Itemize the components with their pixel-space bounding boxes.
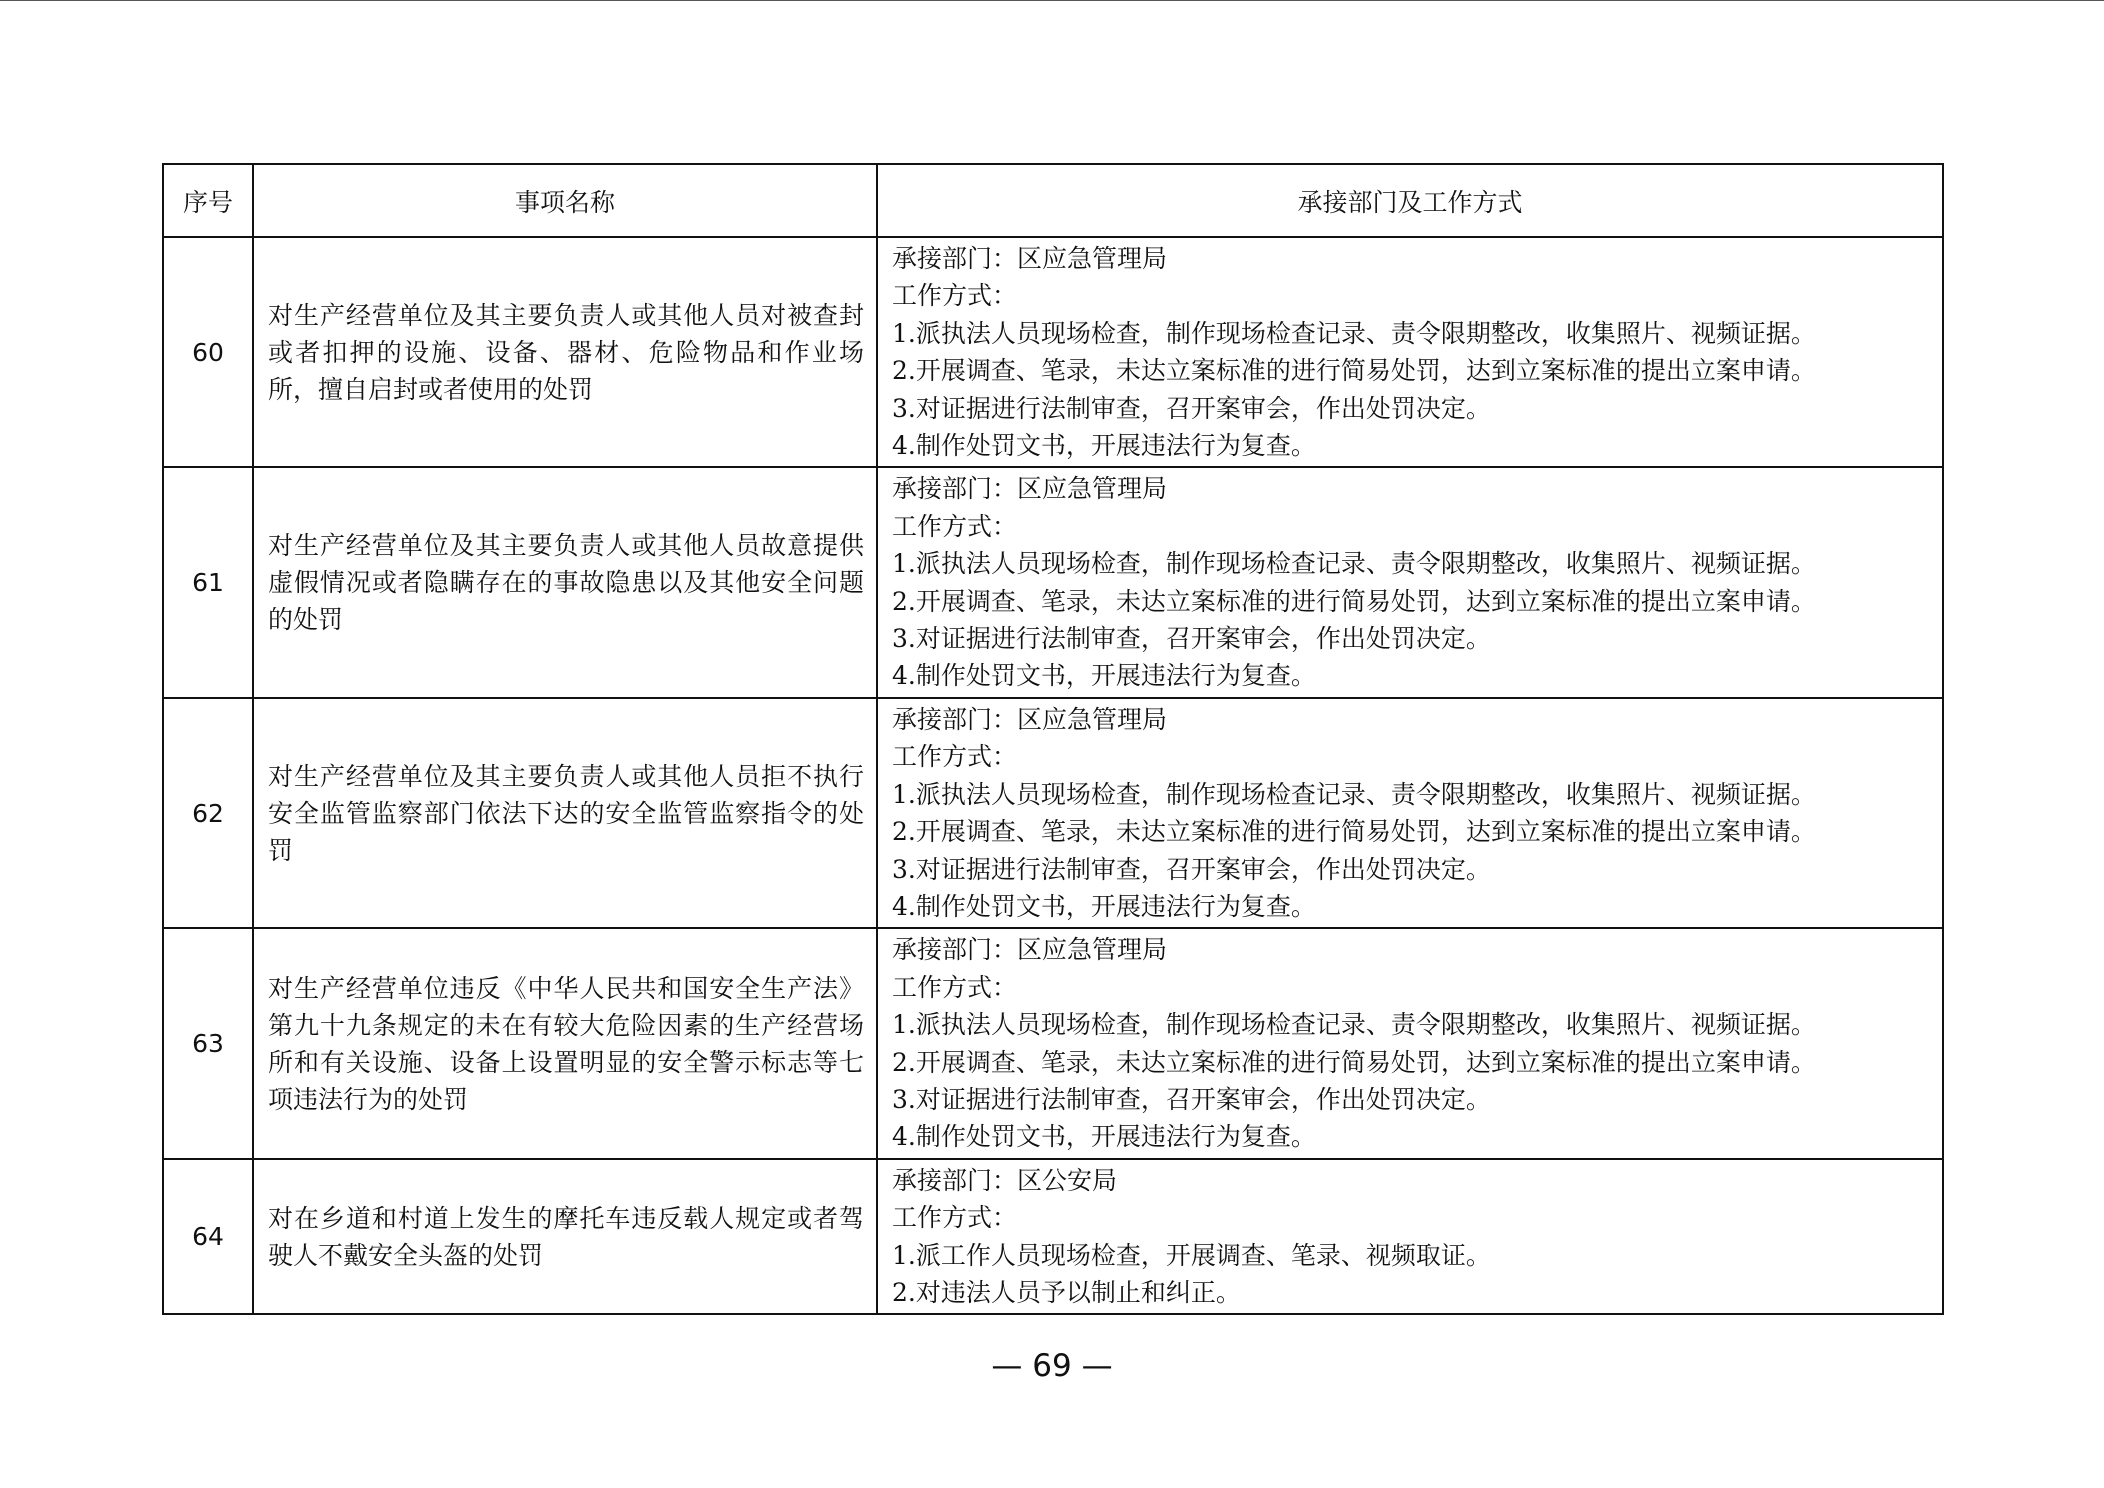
seq-cell: 61 xyxy=(163,467,253,697)
dept-method-cell xyxy=(877,928,1943,1158)
method-step-line: 1.派执法人员现场检查，制作现场检查记录、责令限期整改，收集照片、视频证据。 xyxy=(892,779,1816,809)
dept-line: 承接部门：区应急管理局 xyxy=(892,704,1168,734)
method-label-line: 工作方式： xyxy=(892,281,1018,311)
matters-table xyxy=(162,163,1944,1315)
seq-cell: 60 xyxy=(163,237,253,467)
method-step-line: 3.对证据进行法制审查，召开案审会，作出处罚决定。 xyxy=(892,854,1491,884)
method-step-line: 2.开展调查、笔录，未达立案标准的进行简易处罚，达到立案标准的提出立案申请。 xyxy=(892,817,1816,847)
table-row xyxy=(163,1159,1943,1315)
matter-name-cell: 对在乡道和村道上发生的摩托车违反载人规定或者驾驶人不戴安全头盔的处罚 xyxy=(253,1159,877,1315)
method-step-line: 1.派执法人员现场检查，制作现场检查记录、责令限期整改，收集照片、视频证据。 xyxy=(892,549,1816,579)
method-label-line: 工作方式： xyxy=(892,511,1018,541)
method-step-line: 2.对违法人员予以制止和纠正。 xyxy=(892,1277,1241,1307)
method-step-line: 4.制作处罚文书，开展违法行为复查。 xyxy=(892,1122,1316,1152)
method-step-line: 1.派执法人员现场检查，制作现场检查记录、责令限期整改，收集照片、视频证据。 xyxy=(892,1010,1816,1040)
table-row xyxy=(163,698,1943,928)
method-step-line: 3.对证据进行法制审查，召开案审会，作出处罚决定。 xyxy=(892,393,1491,423)
method-step-line: 4.制作处罚文书，开展违法行为复查。 xyxy=(892,661,1316,691)
page-number: — 69 — xyxy=(991,1348,1113,1384)
method-label-line: 工作方式： xyxy=(892,1203,1018,1233)
table-row xyxy=(163,237,1943,467)
dept-method-cell xyxy=(877,237,1943,467)
method-step-line: 2.开展调查、笔录，未达立案标准的进行简易处罚，达到立案标准的提出立案申请。 xyxy=(892,586,1816,616)
seq-cell: 62 xyxy=(163,698,253,928)
method-step-line: 1.派执法人员现场检查，制作现场检查记录、责令限期整改，收集照片、视频证据。 xyxy=(892,318,1816,348)
method-step-line: 4.制作处罚文书，开展违法行为复查。 xyxy=(892,431,1316,461)
page-top-border xyxy=(0,0,2104,1)
header-dept: 承接部门及工作方式 xyxy=(877,164,1943,237)
method-step-line: 4.制作处罚文书，开展违法行为复查。 xyxy=(892,891,1316,921)
matter-name-cell: 对生产经营单位及其主要负责人或其他人员对被查封或者扣押的设施、设备、器材、危险物品和作业场所，擅自启封或者使用的处罚 xyxy=(253,237,877,467)
method-label-line: 工作方式： xyxy=(892,972,1018,1002)
header-name: 事项名称 xyxy=(253,164,877,237)
header-seq: 序号 xyxy=(163,164,253,237)
dept-line: 承接部门：区应急管理局 xyxy=(892,935,1168,965)
matter-name-cell: 对生产经营单位违反《中华人民共和国安全生产法》第九十九条规定的未在有较大危险因素的生产经营场所和有关设施、设备上设置明显的安全警示标志等七项违法行为的处罚 xyxy=(253,928,877,1158)
method-step-line: 3.对证据进行法制审查，召开案审会，作出处罚决定。 xyxy=(892,1084,1491,1114)
dept-line: 承接部门：区应急管理局 xyxy=(892,474,1168,504)
table-row xyxy=(163,467,1943,697)
method-label-line: 工作方式： xyxy=(892,742,1018,772)
dept-line: 承接部门：区公安局 xyxy=(892,1165,1118,1195)
seq-cell: 64 xyxy=(163,1159,253,1315)
table-header-row xyxy=(163,164,1943,237)
dept-line: 承接部门：区应急管理局 xyxy=(892,244,1168,273)
seq-cell: 63 xyxy=(163,928,253,1158)
matter-name-cell: 对生产经营单位及其主要负责人或其他人员故意提供虚假情况或者隐瞒存在的事故隐患以及其他安全问题的处罚 xyxy=(253,467,877,697)
dept-method-cell xyxy=(877,698,1943,928)
table-row xyxy=(163,928,1943,1158)
method-step-line: 2.开展调查、笔录，未达立案标准的进行简易处罚，达到立案标准的提出立案申请。 xyxy=(892,1047,1816,1077)
method-step-line: 3.对证据进行法制审查，召开案审会，作出处罚决定。 xyxy=(892,624,1491,654)
matter-name-cell: 对生产经营单位及其主要负责人或其他人员拒不执行安全监管监察部门依法下达的安全监管监察指令的处罚 xyxy=(253,698,877,928)
dept-method-cell xyxy=(877,467,1943,697)
method-step-line: 2.开展调查、笔录，未达立案标准的进行简易处罚，达到立案标准的提出立案申请。 xyxy=(892,356,1816,386)
dept-method-cell xyxy=(877,1159,1943,1315)
method-step-line: 1.派工作人员现场检查，开展调查、笔录、视频取证。 xyxy=(892,1240,1491,1270)
